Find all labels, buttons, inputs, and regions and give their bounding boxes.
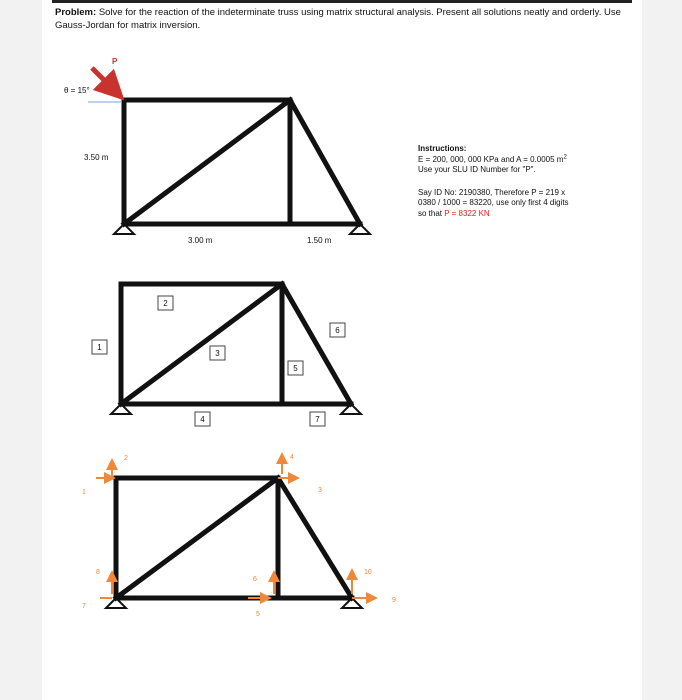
problem-label: Problem: [55,7,97,18]
p-value: P = 8322 KN [444,208,490,218]
dof-label-4: 4 [290,454,294,461]
dof-label-1: 1 [82,489,86,496]
member-inclined [290,100,360,224]
dof-label-3: 3 [318,487,322,494]
dof-label-10: 10 [364,569,372,576]
load-label: P [112,57,118,66]
span1-label: 3.00 m [188,236,213,245]
member-numbering-geometry [92,284,361,426]
instructions-line-4: 0380 / 1000 = 83220, use only first 4 digits [418,198,569,207]
member-tag-1: 1 [97,343,102,352]
dof-label-6: 6 [253,576,257,583]
span2-label: 1.50 m [307,236,332,245]
member-tag-2: 2 [163,299,168,308]
member-tag-4: 4 [200,415,205,424]
instructions-line-5: so that P = 8322 KN [418,208,490,218]
truss-figure-geometry [88,68,370,234]
dof-label-7: 7 [82,603,86,610]
instructions-line-1: E = 200, 000, 000 KPa and A = 0.0005 $m^2$ [418,153,567,164]
member-tag-7: 7 [315,415,320,424]
instructions-line-3: Say ID No: 2190380, Therefore P = 219 x [418,187,566,197]
problem-text: Solve for the reaction of the indeterminate truss using matrix structural analysis. Present all solutions neatly and orderly. Use Gauss-Jordan for matrix inversion. [55,7,621,31]
member-tag-3: 3 [215,349,220,358]
dof-label-2: 2 [124,455,128,462]
dof-label-9: 9 [392,597,396,604]
member-tag-5: 5 [293,364,298,373]
member-tag-6: 6 [335,326,340,335]
height-label: 3.50 m [84,153,109,162]
instructions-line-2: Use your SLU ID Number for "P". [418,165,536,174]
dof-geometry [96,454,376,608]
dof-label-5: 5 [256,611,260,618]
load-arrow-icon [92,68,121,97]
instructions-heading: Instructions: [418,144,467,153]
member-diagonal [124,100,290,224]
dof-label-8: 8 [96,569,100,576]
unit-exponent: 2 [563,153,567,160]
angle-label: θ = 15° [64,86,90,95]
